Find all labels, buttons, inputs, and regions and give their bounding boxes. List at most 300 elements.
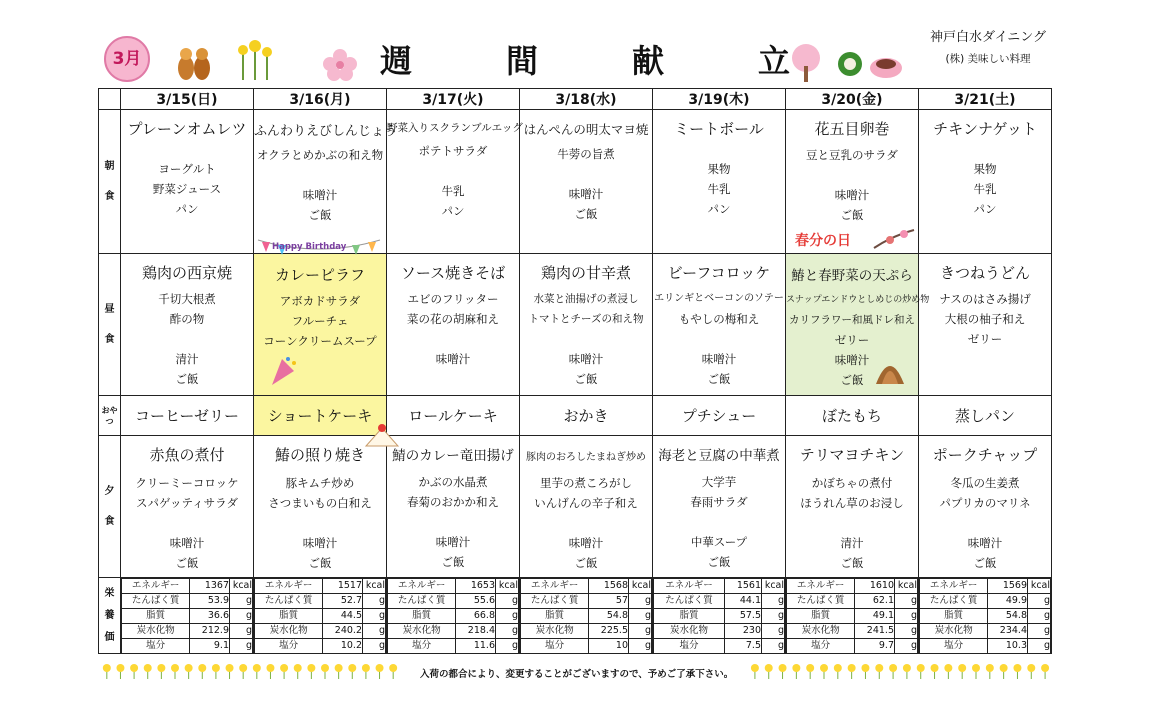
- row-label-char: 食: [104, 333, 115, 345]
- lunch-cell: [387, 254, 520, 396]
- date-header: 3/15(日): [121, 89, 254, 110]
- birthday-banner-text: Happy Birthday: [272, 242, 347, 252]
- nutrition-label: エネルギー: [920, 579, 988, 594]
- nutrition-value: 44.5: [323, 609, 363, 624]
- main-dish: カレーピラフ: [274, 266, 365, 284]
- flower-icon: [321, 664, 329, 679]
- nutrition-unit: g: [629, 594, 652, 609]
- dinner-cell: [121, 436, 254, 578]
- flower-icon: [294, 664, 302, 679]
- flower-icon: [348, 664, 356, 679]
- row-label-char: 朝: [104, 160, 115, 172]
- nutrition-row-salt: [920, 639, 1051, 654]
- side-dish: 果物: [973, 162, 997, 176]
- nutrition-row-energy: [787, 579, 918, 594]
- nutrition-value: 11.6: [456, 639, 496, 654]
- nutrition-label: 塩分: [255, 639, 323, 654]
- main-dish: 鶏肉の西京焼: [141, 264, 232, 282]
- main-dish: 海老と豆腐の中華煮: [658, 448, 780, 464]
- flower-icon: [861, 664, 869, 679]
- nutrition-label: 塩分: [787, 639, 855, 654]
- lunch-cell: [121, 254, 254, 396]
- side-dish: カリフラワー和風ドレ和え: [789, 314, 915, 326]
- nutrition-row-fat: [388, 609, 519, 624]
- nutrition-row-fat: [920, 609, 1051, 624]
- nutrition-label: たんぱく質: [787, 594, 855, 609]
- side-dish: 千切大根煮: [158, 292, 216, 306]
- main-dish: チキンナゲット: [933, 120, 1037, 138]
- nutrition-cell: [786, 578, 919, 654]
- nutrition-unit: kcal: [496, 579, 519, 594]
- nutrition-unit: g: [762, 594, 785, 609]
- main-dish: 鶏肉の甘辛煮: [540, 264, 631, 282]
- side-dish: 里芋の煮ころがし: [540, 476, 632, 490]
- nutrition-label: エネルギー: [787, 579, 855, 594]
- side-dish: 水菜と油揚げの煮浸し: [533, 293, 639, 305]
- flower-icon: [792, 664, 800, 679]
- row-label-char: 夕: [104, 485, 115, 497]
- side-dish: かぼちゃの煮付: [811, 476, 893, 490]
- row-label-char: 昼: [104, 303, 115, 315]
- nutrition-unit: g: [363, 609, 386, 624]
- side-dish: アボカドサラダ: [279, 294, 361, 308]
- row-label-lunch: [99, 254, 121, 396]
- nutrition-row-carb: [787, 624, 918, 639]
- dinner-cell: [387, 436, 520, 578]
- dinner-row: [99, 436, 1052, 578]
- nutrition-label: 炭水化物: [787, 624, 855, 639]
- side-dish: 味噌汁: [834, 188, 870, 202]
- header-decoration: [104, 32, 394, 86]
- side-dish: 豆と豆乳のサラダ: [806, 148, 898, 162]
- nutrition-value: 44.1: [725, 594, 762, 609]
- main-dish: ポークチャップ: [932, 446, 1038, 464]
- nutrition-row-salt: [521, 639, 652, 654]
- row-label-snack: おやつ: [99, 396, 121, 436]
- nutrition-row-energy: [654, 579, 785, 594]
- nutrition-label: たんぱく質: [388, 594, 456, 609]
- nutrition-value: 66.8: [456, 609, 496, 624]
- snack-cell: ぼたもち: [786, 396, 919, 436]
- side-dish: 果物: [707, 162, 731, 176]
- nutrition-unit: kcal: [1028, 579, 1051, 594]
- nutrition-unit: g: [363, 624, 386, 639]
- flower-icon: [779, 664, 787, 679]
- nutrition-unit: g: [496, 594, 519, 609]
- side-dish: パン: [175, 202, 199, 216]
- flower-icon: [972, 664, 980, 679]
- flower-icon: [226, 664, 234, 679]
- date-header-row: [99, 89, 1052, 110]
- nutrition-unit: g: [363, 594, 386, 609]
- menu-table: [98, 88, 1052, 654]
- side-dish: ご飯: [175, 372, 199, 386]
- nutrition-value: 241.5: [855, 624, 895, 639]
- nutrition-label: エネルギー: [122, 579, 190, 594]
- nutrition-row-protein: [388, 594, 519, 609]
- nutrition-row-protein: [787, 594, 918, 609]
- nutrition-label: 塩分: [654, 639, 725, 654]
- nutrition-value: 1568: [589, 579, 629, 594]
- side-dish: 酢の物: [169, 312, 205, 326]
- nutrition-value: 1653: [456, 579, 496, 594]
- date-header: 3/19(木): [653, 89, 786, 110]
- row-label-char: 養: [104, 609, 115, 621]
- snack-cell: ロールケーキ: [387, 396, 520, 436]
- side-dish: パン: [441, 204, 465, 218]
- side-dish: 味噌汁: [568, 352, 604, 366]
- nutrition-unit: kcal: [629, 579, 652, 594]
- side-dish: ご飯: [707, 555, 731, 569]
- side-dish: ご飯: [175, 556, 199, 570]
- row-label-breakfast: [99, 110, 121, 254]
- nutrition-value: 57.5: [725, 609, 762, 624]
- side-dish: 菜の花の胡麻和え: [407, 312, 499, 326]
- store-tagline: (株) 美味しい料理: [945, 53, 1031, 65]
- nutrition-unit: g: [629, 639, 652, 654]
- nutrition-unit: g: [230, 624, 253, 639]
- nutrition-unit: g: [1028, 639, 1051, 654]
- birthday-banner: [256, 236, 382, 262]
- flower-icon: [157, 664, 165, 679]
- month-badge: 3月: [104, 36, 150, 82]
- side-dish: ゼリー: [967, 332, 1003, 346]
- flower-icon: [806, 664, 814, 679]
- breakfast-cell: [653, 110, 786, 254]
- side-dish: パン: [707, 202, 731, 216]
- flower-icon: [765, 664, 773, 679]
- side-dish: 牛乳: [441, 184, 465, 198]
- flower-icon: [1027, 664, 1035, 679]
- breakfast-cell: [121, 110, 254, 254]
- nutrition-value: 52.7: [323, 594, 363, 609]
- date-header: 3/18(水): [520, 89, 653, 110]
- nutrition-unit: g: [895, 639, 918, 654]
- side-dish: 味噌汁: [302, 188, 338, 202]
- side-dish: 大学芋: [701, 475, 737, 489]
- flower-icon: [944, 664, 952, 679]
- nutrition-label: たんぱく質: [654, 594, 725, 609]
- nutrition-label: 炭水化物: [521, 624, 589, 639]
- nutrition-value: 1517: [323, 579, 363, 594]
- nutrition-cell: [520, 578, 653, 654]
- side-dish: 中華スープ: [690, 535, 748, 549]
- shortcake-icon: [362, 418, 402, 452]
- flower-icon: [253, 664, 261, 679]
- flower-icon: [116, 664, 124, 679]
- nutrition-unit: g: [895, 594, 918, 609]
- flower-icon: [362, 664, 370, 679]
- main-dish: 豚肉のおろしたまねぎ炒め: [526, 452, 646, 463]
- side-dish: ご飯: [574, 372, 598, 386]
- side-dish: かぶの水晶煮: [418, 475, 488, 489]
- main-dish: ミートボール: [674, 120, 764, 138]
- nutrition-cell: [919, 578, 1052, 654]
- dinner-cell: [786, 436, 919, 578]
- nutrition-label: 塩分: [388, 639, 456, 654]
- nutrition-label: 塩分: [920, 639, 988, 654]
- side-dish: ご飯: [840, 208, 864, 222]
- nutrition-unit: g: [230, 594, 253, 609]
- title-char: 週: [380, 42, 413, 80]
- flower-icon: [875, 664, 883, 679]
- nutrition-unit: g: [496, 639, 519, 654]
- nutrition-unit: g: [1028, 594, 1051, 609]
- footer-flowers-right: [748, 662, 1052, 680]
- nutrition-label: 脂質: [388, 609, 456, 624]
- breakfast-cell: [387, 110, 523, 254]
- nutrition-label: エネルギー: [255, 579, 323, 594]
- nutrition-label: エネルギー: [654, 579, 725, 594]
- nutrition-label: 炭水化物: [654, 624, 725, 639]
- nutrition-row-carb: [122, 624, 253, 639]
- nutrition-unit: kcal: [895, 579, 918, 594]
- dinner-cell: [653, 436, 786, 578]
- side-dish: トマトとチーズの和え物: [528, 313, 644, 325]
- nutrition-label: 塩分: [122, 639, 190, 654]
- flower-icon: [171, 664, 179, 679]
- side-dish: ご飯: [574, 556, 598, 570]
- nutrition-unit: g: [496, 609, 519, 624]
- side-dish: 春菊のおかか和え: [407, 495, 499, 509]
- flower-icon: [834, 664, 842, 679]
- date-header: 3/16(月): [254, 89, 387, 110]
- side-dish: 牛乳: [707, 182, 731, 196]
- nutrition-label: 炭水化物: [255, 624, 323, 639]
- side-dish: 清汁: [175, 352, 199, 366]
- nutrition-cell: [254, 578, 387, 654]
- nutrition-label: 炭水化物: [920, 624, 988, 639]
- store-name: 神戸白水ダイニング: [930, 30, 1046, 45]
- main-dish: 野菜入りスクランブルエッグ: [387, 122, 523, 134]
- dinner-cell: [919, 436, 1052, 578]
- lunch-cell-birthday: [254, 254, 387, 396]
- snack-row: [99, 396, 1052, 436]
- footer-flowers-left: [100, 662, 400, 680]
- lunch-row: [99, 254, 1052, 396]
- flower-icon: [986, 664, 994, 679]
- lunch-cell: [520, 254, 653, 396]
- breakfast-cell: [254, 110, 398, 254]
- nutrition-value: 54.8: [589, 609, 629, 624]
- side-dish: パン: [973, 202, 997, 216]
- nutrition-value: 10.3: [988, 639, 1028, 654]
- nutrition-label: 炭水化物: [388, 624, 456, 639]
- nutrition-value: 10.2: [323, 639, 363, 654]
- nutrition-value: 49.1: [855, 609, 895, 624]
- flower-icon: [889, 664, 897, 679]
- main-dish: 鯖のカレー竜田揚げ: [392, 448, 514, 464]
- nutrition-table: [786, 578, 918, 653]
- nutrition-label: 脂質: [122, 609, 190, 624]
- side-dish: オクラとめかぶの和え物: [256, 148, 384, 162]
- flower-icon: [144, 664, 152, 679]
- nutrition-value: 36.6: [190, 609, 230, 624]
- bamboo-shoot-icon: [872, 350, 908, 386]
- side-dish: ご飯: [441, 555, 465, 569]
- side-dish: もやしの梅和え: [678, 312, 760, 326]
- side-dish: ゼリー: [834, 333, 870, 347]
- nutrition-unit: kcal: [230, 579, 253, 594]
- nutrition-row-energy: [521, 579, 652, 594]
- nutrition-row-fat: [521, 609, 652, 624]
- nutrition-cell: [653, 578, 786, 654]
- flower-icon: [1041, 664, 1049, 679]
- main-dish: 赤魚の煮付: [149, 446, 225, 464]
- nutrition-value: 62.1: [855, 594, 895, 609]
- flower-icon: [820, 664, 828, 679]
- date-header: 3/20(金): [786, 89, 919, 110]
- nutrition-cell: [387, 578, 520, 654]
- nutrition-label: たんぱく質: [521, 594, 589, 609]
- flower-icon: [751, 664, 759, 679]
- nutrition-row-energy: [122, 579, 253, 594]
- nutrition-row-protein: [920, 594, 1051, 609]
- side-dish: ご飯: [707, 372, 731, 386]
- nutrition-unit: g: [1028, 609, 1051, 624]
- flower-icon: [130, 664, 138, 679]
- nutrition-label: たんぱく質: [122, 594, 190, 609]
- main-dish: はんぺんの明太マヨ焼: [523, 122, 649, 137]
- side-dish: 味噌汁: [435, 352, 471, 366]
- date-header: 3/17(火): [387, 89, 520, 110]
- nutrition-table: [653, 578, 785, 653]
- side-dish: エリンギとベーコンのソテー: [654, 293, 784, 304]
- side-dish: 味噌汁: [169, 536, 205, 550]
- nutrition-table: [387, 578, 519, 653]
- nutrition-value: 57: [589, 594, 629, 609]
- snack-cell: 蒸しパン: [919, 396, 1052, 436]
- row-label-char: 栄: [104, 587, 115, 599]
- nutrition-unit: kcal: [762, 579, 785, 594]
- side-dish: さつまいもの白和え: [268, 496, 372, 510]
- side-dish: ご飯: [308, 556, 332, 570]
- nutrition-unit: g: [762, 624, 785, 639]
- main-dish: プレーンオムレツ: [127, 120, 247, 138]
- main-dish: ビーフコロッケ: [667, 264, 771, 282]
- flower-icon: [266, 664, 274, 679]
- nutrition-row-fat: [787, 609, 918, 624]
- rapeseed-flower-icon: [234, 38, 274, 82]
- plum-branch-icon: [872, 226, 916, 252]
- nutrition-table: [121, 578, 253, 653]
- nutrition-value: 53.9: [190, 594, 230, 609]
- nutrition-unit: g: [629, 624, 652, 639]
- side-dish: 春雨サラダ: [690, 495, 748, 509]
- breakfast-cell: [520, 110, 653, 254]
- nutrition-value: 9.1: [190, 639, 230, 654]
- nutrition-table: [520, 578, 652, 653]
- side-dish: フルーチェ: [291, 314, 349, 328]
- nutrition-value: 10: [589, 639, 629, 654]
- nutrition-label: 脂質: [521, 609, 589, 624]
- nutrition-row: [99, 578, 1052, 654]
- side-dish: ヨーグルト: [158, 162, 216, 176]
- nutrition-unit: g: [230, 609, 253, 624]
- side-dish: 味噌汁: [302, 536, 338, 550]
- nutrition-table: [919, 578, 1051, 653]
- row-label-dinner: [99, 436, 121, 578]
- nutrition-label: たんぱく質: [920, 594, 988, 609]
- title-char: 立: [757, 42, 790, 80]
- nutrition-value: 49.9: [988, 594, 1028, 609]
- nutrition-row-energy: [255, 579, 386, 594]
- main-dish: ソース焼きそば: [400, 264, 506, 282]
- nutrition-row-carb: [388, 624, 519, 639]
- nutrition-unit: g: [895, 609, 918, 624]
- side-dish: パプリカのマリネ: [939, 496, 1031, 510]
- nutrition-value: 7.5: [725, 639, 762, 654]
- side-dish: エビのフリッター: [407, 292, 499, 306]
- nutrition-value: 240.2: [323, 624, 363, 639]
- lunch-cell: [919, 254, 1052, 396]
- nutrition-value: 55.6: [456, 594, 496, 609]
- hina-doll-icon: [174, 42, 214, 82]
- nutrition-row-energy: [388, 579, 519, 594]
- side-dish: ナスのはさみ揚げ: [939, 292, 1031, 306]
- side-dish: 冬瓜の生姜煮: [950, 476, 1020, 490]
- side-dish: 味噌汁: [435, 535, 471, 549]
- nutrition-unit: g: [230, 639, 253, 654]
- party-popper-icon: [268, 353, 298, 387]
- flower-icon: [931, 664, 939, 679]
- side-dish: ポテトサラダ: [418, 144, 488, 158]
- snack-cell: コーヒーゼリー: [121, 396, 254, 436]
- flower-icon: [1013, 664, 1021, 679]
- side-dish: ほうれん草のお浸し: [800, 496, 904, 510]
- row-label-char: 価: [104, 631, 115, 643]
- main-dish: 鰆と春野菜の天ぷら: [791, 268, 913, 284]
- flower-icon: [958, 664, 966, 679]
- row-label-char: 食: [104, 515, 115, 527]
- flower-icon: [376, 664, 384, 679]
- main-dish: テリマヨチキン: [799, 446, 905, 464]
- nutrition-unit: kcal: [363, 579, 386, 594]
- flower-icon: [389, 664, 397, 679]
- side-dish: 味噌汁: [568, 536, 604, 550]
- nutrition-row-fat: [122, 609, 253, 624]
- nutrition-row-carb: [521, 624, 652, 639]
- corner-cell: [99, 89, 121, 110]
- nutrition-label: 炭水化物: [122, 624, 190, 639]
- nutrition-unit: g: [496, 624, 519, 639]
- flower-icon: [198, 664, 206, 679]
- side-dish: 大根の柚子和え: [944, 312, 1026, 326]
- dinner-cell: [520, 436, 653, 578]
- spring-day-label: 春分の日: [795, 233, 851, 249]
- nutrition-label: エネルギー: [521, 579, 589, 594]
- nutrition-row-energy: [920, 579, 1051, 594]
- cherry-tree-icon: [792, 44, 820, 82]
- side-dish: いんげんの辛子和え: [534, 496, 638, 510]
- nutrition-row-carb: [920, 624, 1051, 639]
- nutrition-value: 225.5: [589, 624, 629, 639]
- nutrition-label: たんぱく質: [255, 594, 323, 609]
- nutrition-value: 1569: [988, 579, 1028, 594]
- nutrition-value: 1561: [725, 579, 762, 594]
- nutrition-row-fat: [255, 609, 386, 624]
- nutrition-row-protein: [654, 594, 785, 609]
- nutrition-value: 218.4: [456, 624, 496, 639]
- side-dish: 味噌汁: [701, 352, 737, 366]
- nutrition-value: 234.4: [988, 624, 1028, 639]
- nutrition-unit: g: [895, 624, 918, 639]
- nutrition-unit: g: [363, 639, 386, 654]
- nutrition-unit: g: [762, 639, 785, 654]
- nutrition-row-protein: [255, 594, 386, 609]
- side-dish: クリーミーコロッケ: [135, 476, 239, 490]
- title-char: 献: [631, 42, 664, 80]
